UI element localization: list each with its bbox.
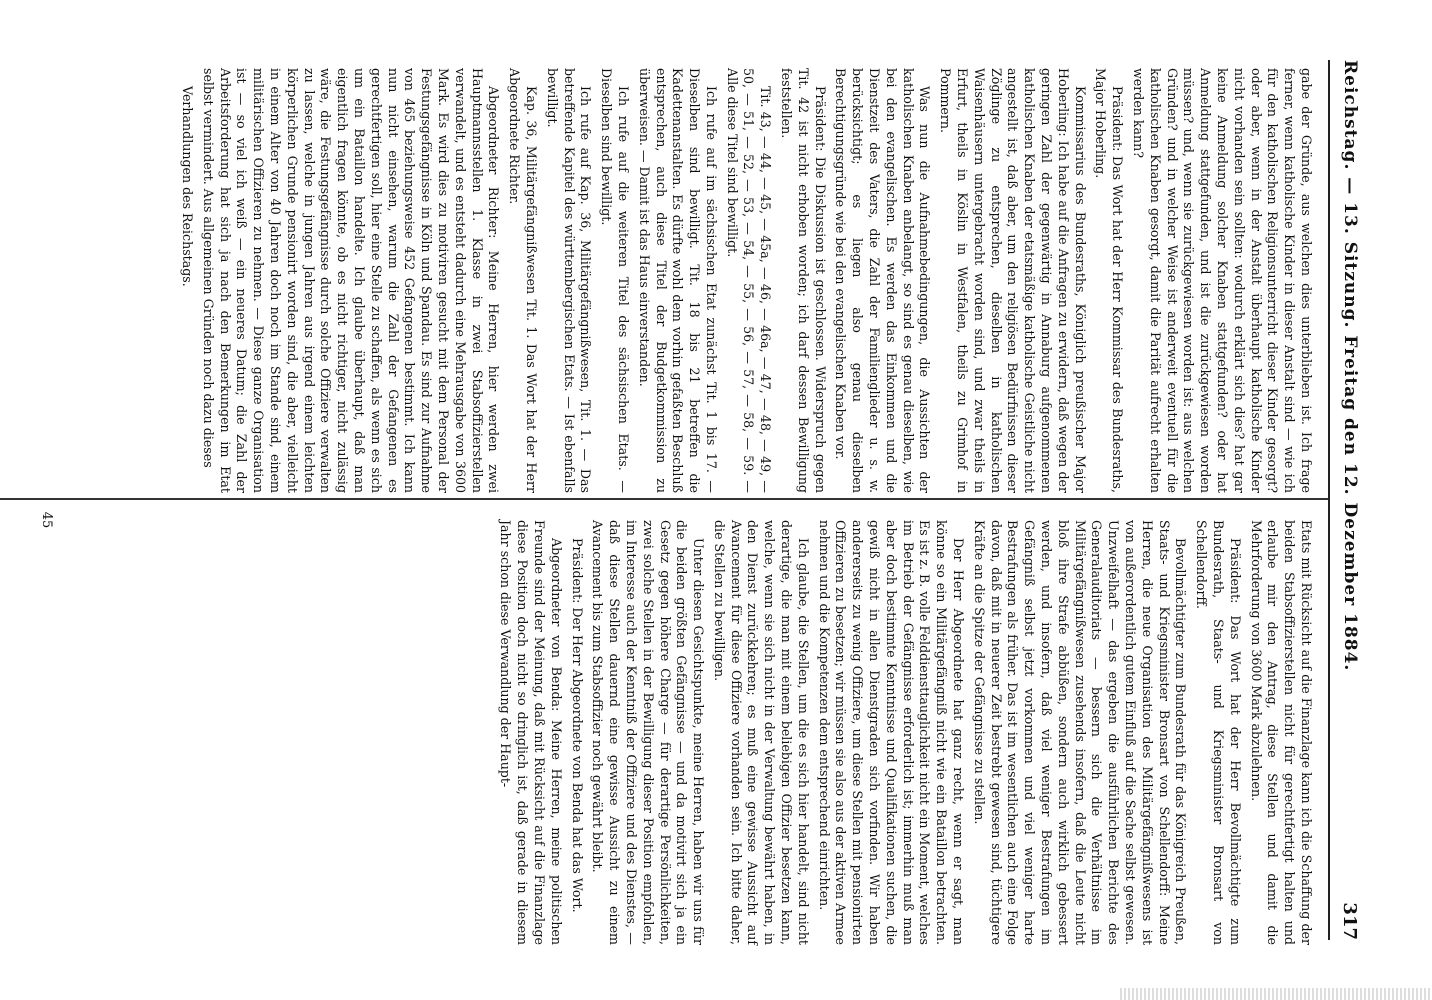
scan-edge xyxy=(1120,988,1432,1000)
paragraph: Abgeordneter Richter: Meine Herren, hier werden zwei Hauptmannsstellen 1. Klasse in zwei Stabsoffizierstellen verwandelt, und es entsteht dadurch eine Mehrausgabe von 3600 Mark. Es wird dies zu motiviren gesucht mit dem Personal der Festungsgefängnisse in Köln und Spandau. Es sind zur Aufnahme von 465 beziehungsweise 452 Gefangenen bestimmt. Ich kann nun nicht einsehen, warum die Zahl der Gefangenen es gerechtfertigen soll, hier eine Stelle zu schaffen, als wenn es sich um ein Bataillon handelte. Ich glaube überhaupt, daß man eigentlich fragen könnte, ob es nicht richtiger, nicht zulässig wäre, die Festungsgefängnisse durch solche Offiziere verwalten zu lassen, welche in jungen Jahren aus irgend einem leichten körperlichen Grunde pensionirt worden sind, die aber, vielleicht in einem Alter von 40 Jahren doch noch im Stande sind, einem militärischen Offizieren zu nehmen. — Diese ganze Organisation ist — so viel ich weiß — ein neueres Datum; die Zahl der Arbeitsforderung hat sich ja nach den Bemerkungen im Etat selbst vermindert. Aus allgemeinen Gründen noch dazu dieses xyxy=(200,68,502,493)
paragraph: Tit. 43, — 44, — 45, — 45a, — 46, — 46a, — 47, — 48, — 49, — 50, — 51, — 52, — 53, — 54, — 55, — 56, — 57, — 58, — 59. — Alle diese Titel sind bewilligt. xyxy=(724,68,774,493)
paragraph: Kommissarius des Bundesraths, Königlich preußischer Major Hoberling: Ich habe auf die Anfragen zu erwidern, daß wegen der geringen Zahl der gegenwärtig in Annaburg aufgenommenen katholischen Knaben der etatsmäßige katholische Geistliche nicht angestellt ist, daß aber, um den religiösen Bedürfnissen dieser Zöglinge zu entsprechen, dieselben in katholischen Waisenhäusern untergebracht worden sind, und zwar theils in Erfurt, theils in Köslin in Westfalen, theils zu Grimhof in Pommern. xyxy=(938,68,1088,493)
left-column xyxy=(174,68,1314,493)
paragraph: Was nun die Aufnahmebedingungen, die Aussichten der katholischen Knaben anbelangt, so sind es genau dieselben, wie bei den evangelischen. Es werden das Einkommen und die Dienstzeit des Vaters, die Zahl der Familienglieder u. s. w. berücksichtigt; es liegen also genau dieselben Berechtigungsgründe wie bei den evangelischen Knaben vor. xyxy=(833,68,933,493)
paragraph: Ich rufe auf Kap. 36, Militärgefängnißwesen, Tit. 1. — Das betreffende Kapitel des württembergischen Etats. — Ist ebenfalls bewilligt. xyxy=(544,68,594,493)
right-column xyxy=(493,520,1314,945)
paragraph: Ich glaube, die Stellen, um die es sich hier handelt, sind nicht derartige, die man mit einem beliebigen Offizier besetzen kann, welche, wenn sie sich nicht in der Verwaltung bewährt haben, in den Dienst zurückkehren; es muß eine gewisse Aussicht auf Avancement für diese Offiziere vorhanden sein. Ich bitte daher, die Stellen zu bewilligen. xyxy=(711,520,811,945)
page-number: 317 xyxy=(1339,902,1361,940)
column-divider xyxy=(0,498,1328,500)
paragraph: Etats mit Rücksicht auf die Finanzlage kann ich die Schaffung der beiden Stabsoffizierstellen nicht für gerechtfertigt halten und erlaube mir den Antrag, diese Stellen und damit die Mehrforderung von 3600 Mark abzulehnen. xyxy=(1248,520,1314,945)
footer-note: Verhandlungen des Reichstags. xyxy=(180,86,195,287)
paragraph: Abgeordneter von Benda: Meine Herren, meine politischen Freunde sind der Meinung, daß mit Rücksicht auf die Finanzlage diese Position doch nicht so dringlich ist, daß gerade in diesem Jahr schon diese Verwandlung der Haupt- xyxy=(498,520,564,945)
paragraph: Ich rufe auf die weiteren Titel des sächsischen Etats. — Dieselben sind bewilligt. xyxy=(599,68,631,493)
paragraph: Ich rufe auf im sächsischen Etat zunächst Tit. 1 bis 17. — Dieselben sind bewilligt. Tit. 18 bis 21 betreffen die Kadettenanstalten. Es dürfte wohl dem vorhin gefaßten Beschluß entsprechen, auch diese Titel der Budgetkommission zu überweisen. — Damit ist das Haus einverstanden. xyxy=(636,68,719,493)
paragraph: Präsident: Der Herr Abgeordnete von Benda hat das Wort. xyxy=(569,538,585,913)
paragraph: Kap. 36, Militärgefängnißwesen Tit. 1. Das Wort hat der Herr Abgeordnete Richter. xyxy=(507,68,539,493)
paragraph: Der Herr Abgeordnete hat ganz recht, wenn er sagt, man könne so ein Militärgefängniß nicht wie ein Bataillon betrachten. Es ist z. B. volle Felddiensttauglichkeit nicht ein Moment, welches im Betrieb der Gefängnisse erforderlich ist; immerhin muß man aber doch bestimmte Kenntnisse und Qualifikationen suchen, die gewiß nicht in allen Dienstgraden sich vorfinden. Wir haben andererseits zu wenig Offiziere, um diese Stellen mit pensionirten Offizieren zu besetzen; wir müssen sie also aus der aktiven Armee nehmen und die Kompetenzen dem entsprechend einrichten. xyxy=(816,520,967,945)
paragraph: Präsident: Das Wort hat der Herr Kommissar des Bundesraths, Major Hoberling. xyxy=(1093,68,1126,493)
signature-mark: 45 xyxy=(39,511,54,529)
running-title: Reichstag. — 13. Sitzung. Freitag den 12. Dezember 1884. xyxy=(1340,60,1360,672)
paragraph: Präsident: Die Diskussion ist geschlossen. Widerspruch gegen Tit. 42 ist nicht erhoben worden; ich darf dessen Bewilligung feststellen. xyxy=(779,68,828,493)
paragraph: Präsident: Das Wort hat der Herr Bevollmächtigte zum Bundesrath, Staats- und Kriegsminister Bronsart von Schellendorff. xyxy=(1194,520,1243,945)
paragraph: gabe der Gründe, aus welchen dies unterblieben ist. Ich frage ferner, wenn katholische Kinder in dieser Anstalt sind — wie ich für den katholischen Religionsunterricht dieser Kinder gesorgt? oder aber, wenn in der Anstalt überhaupt katholische Kinder nicht vorhanden sein sollten: wodurch erklärt sich dies? hat gar keine Anmeldung solcher Knaben stattgefunden? oder hat Anmeldung stattgefunden, und ist die zurückgewiesen worden müssen? und, wenn sie zurückgewiesen worden ist: aus welchen Gründen? und in welcher Weise ist anderweit eventuell für die katholischen Knaben gesorgt, damit die Parität aufrecht erhalten werden kann? xyxy=(1131,68,1314,493)
page-header xyxy=(1328,60,1370,940)
paragraph: Unter diesen Gesichtspunkte, meine Herren, haben wir uns für die beiden größten Gefängnisse — und da motivirt sich ja ein Gesetz gegen höhere Charge — für derartige Persönlichkeiten, zwei solche Stellen in der Bewilligung dieser Position empfohlen, im Interesse auch der Kenntniß der Offiziere und des Dienstes, — daß diese Stellen dauernd eine gewisse Aussicht zu einem Avancement bis zum Stabsoffizier noch gewährt bleibt. xyxy=(590,520,707,945)
paragraph: Bevollmächtigter zum Bundesrath für das Königreich Preußen, Staats- und Kriegsminister Bronsart von Schellendorff: Meine Herren, die neue Organisation des Militärgefängnißwesens ist von außerordentlich gutem Einfluß auf die Sache selbst gewesen. Unzweifelhaft — das ergeben die ausführlichen Berichte des Generalauditoriats — bessern sich die Verhältnisse im Militärgefängnißwesen zusehends insofern, daß die Leute nicht bloß ihre Strafe abbüßen, sondern auch wirklich gebessert werden, und insofern, daß viel weniger Bestrafungen im Gefängniß selbst jetzt vorkommen und viel weniger harte Bestrafungen als früher. Das ist im wesentlichen auch eine Folge davon, daß mit in neuerer Zeit bestrebt gewesen sind, tüchtigere Kräfte an die Spitze der Gefängnisse zu stellen. xyxy=(971,520,1189,945)
